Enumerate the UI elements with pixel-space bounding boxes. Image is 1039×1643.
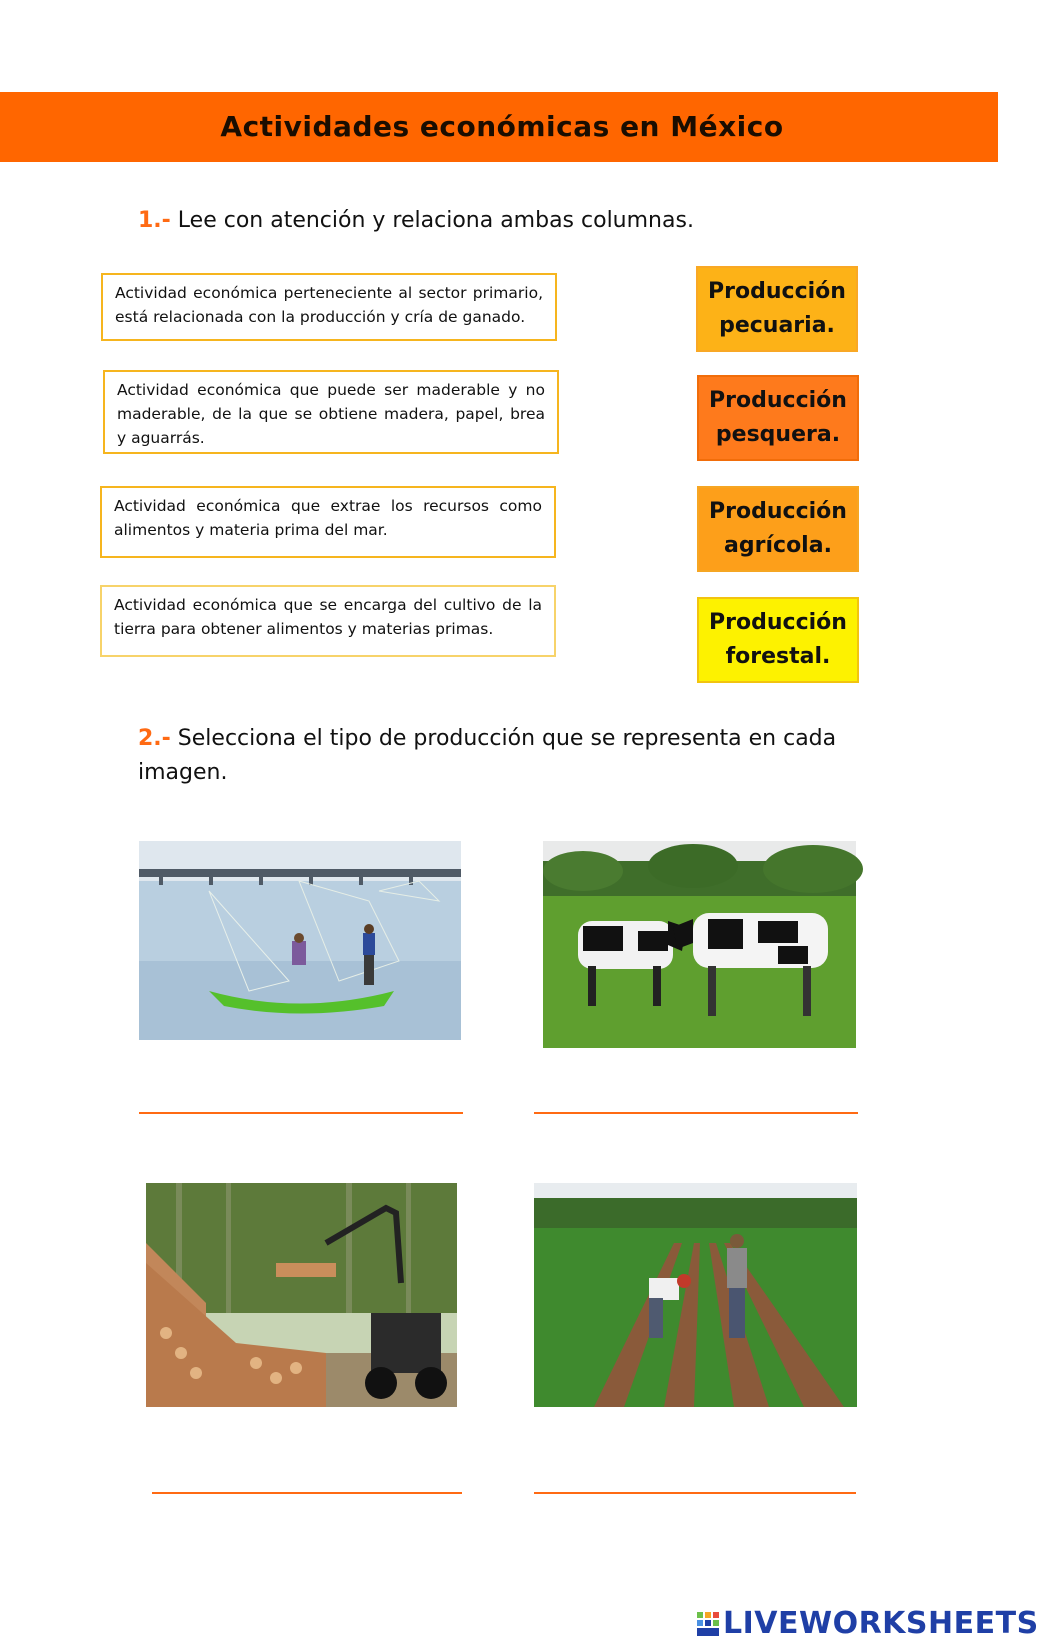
liveworksheets-logo — [697, 1606, 1039, 1641]
photo-cows — [543, 841, 856, 1048]
photo-fishing — [139, 841, 461, 1040]
logo-text: LIVEWORKSHEETS — [723, 1606, 1039, 1641]
question-2-number: 2.- — [138, 726, 171, 751]
question-2-text: Selecciona el tipo de producción que se representa en cada — [177, 726, 837, 751]
question-1-text: Lee con atención y relaciona ambas columnas. — [177, 208, 694, 233]
answer-line-1[interactable] — [139, 1112, 463, 1114]
answer-line-4[interactable] — [534, 1492, 856, 1494]
option-label-line1: Producción — [709, 499, 847, 524]
option-agricola[interactable] — [697, 486, 859, 572]
option-label-line2: pesquera. — [715, 422, 841, 447]
answer-line-3[interactable] — [152, 1492, 462, 1494]
question-1-number: 1.- — [138, 208, 171, 233]
question-1 — [138, 208, 694, 233]
answer-line-2[interactable] — [534, 1112, 858, 1114]
description-pecuaria: Actividad económica perteneciente al sector primario, está relacionada con la producción y cría de ganado. — [101, 273, 557, 341]
option-pesquera[interactable] — [697, 375, 859, 461]
option-label-line2: agrícola. — [724, 533, 832, 558]
option-label-line2: pecuaria. — [719, 313, 835, 338]
logo-mark-icon — [697, 1612, 719, 1636]
description-forestal: Actividad económica que puede ser maderable y no maderable, de la que se obtiene madera, papel, brea y aguarrás. — [103, 370, 559, 454]
description-agricola: Actividad económica que se encarga del cultivo de la tierra para obtener alimentos y materias primas. — [100, 585, 556, 657]
page-title: Actividades económicas en México — [220, 110, 784, 143]
option-label-line1: Producción — [709, 610, 847, 635]
question-2 — [138, 722, 858, 790]
option-forestal[interactable] — [697, 597, 859, 683]
option-pecuaria[interactable] — [696, 266, 858, 352]
option-label-line1: Producción — [709, 388, 847, 413]
description-pesquera: Actividad económica que extrae los recursos como alimentos y materia prima del mar. — [100, 486, 556, 558]
photo-farming — [534, 1183, 857, 1407]
photo-forestry — [146, 1183, 457, 1407]
option-label-line1: Producción — [708, 279, 846, 304]
question-2-text-end: imagen. — [138, 760, 228, 785]
option-label-line2: forestal. — [725, 644, 831, 669]
